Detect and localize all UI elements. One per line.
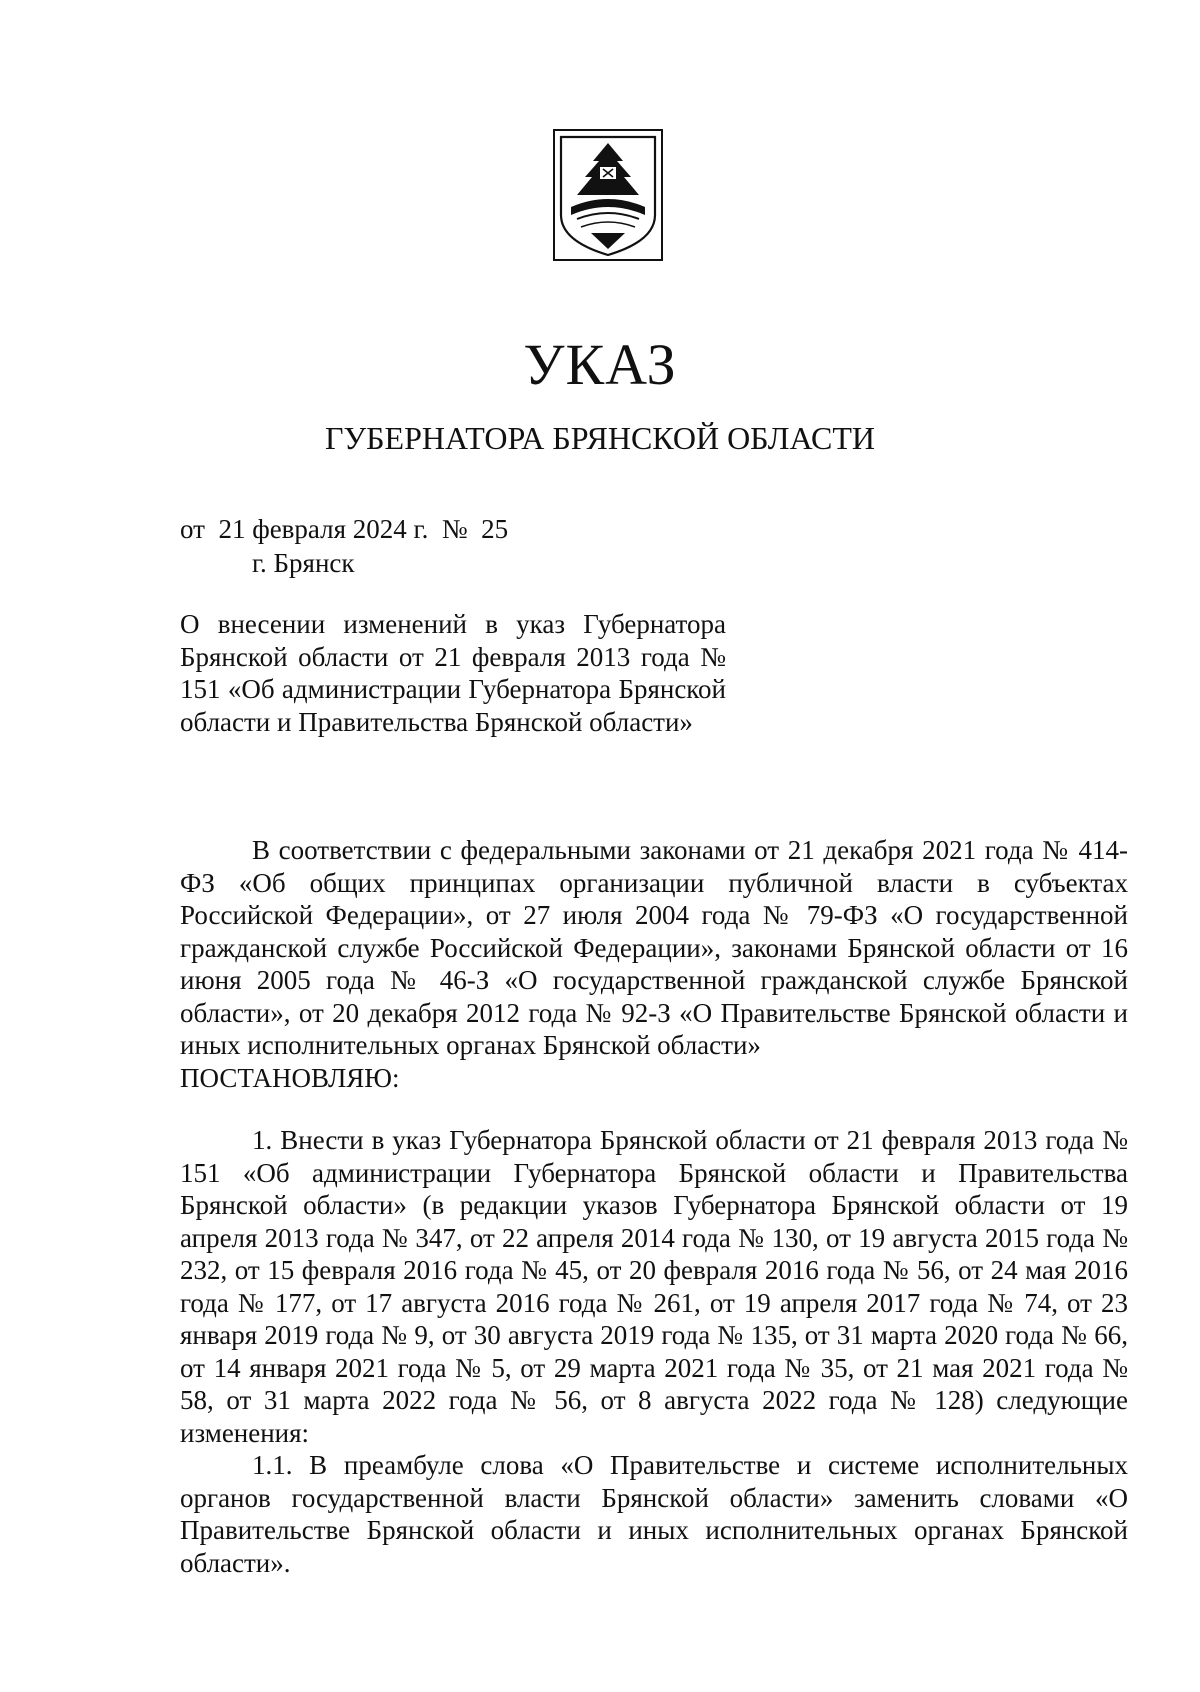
city-label: г. Брянск xyxy=(252,548,355,578)
date-and-number: от 21 февраля 2024 г. № 25 xyxy=(180,514,509,544)
document-body xyxy=(180,834,1128,1579)
decree-topic: О внесении изменений в указ Губернатора Брянской области от 21 февраля 2013 года № 151 «Об администрации Губернатора Брянской области и Правительства Брянской области» xyxy=(180,609,726,737)
bryansk-coat-of-arms-icon xyxy=(553,129,663,261)
preamble-paragraph: В соответствии с федеральными законами от 21 декабря 2021 года № 414-ФЗ «Об общих принципах организации публичной власти в субъектах Российской Федерации», от 27 июля 2004 года № 79-ФЗ «О государственной гражданской службе Российской Федерации», законами Брянской области от 16 июня 2005 года № 46-З «О государственной гражданской службе Брянской области», от 20 декабря 2012 года № 92-З «О Правительстве Брянской области и иных исполнительных органах Брянской области» xyxy=(180,835,1128,1060)
item-1-paragraph: 1. Внести в указ Губернатора Брянской области от 21 февраля 2013 года № 151 «Об администрации Губернатора Брянской области и Правительства Брянской области» (в редакции указов Губернатора Брянской области от 19 апреля 2013 года № 347, от 22 апреля 2014 года № 130, от 19 августа 2015 года № 232, от 15 февраля 2016 года № 45, от 20 февраля 2016 года № 56, от 24 мая 2016 года № 177, от 17 августа 2016 года № 261, от 19 апреля 2017 года № 74, от 23 января 2019 года № 9, от 30 августа 2019 года № 135, от 31 марта 2020 года № 66, от 14 января 2021 года № 5, от 29 марта 2021 года № 35, от 21 мая 2021 года № 58, от 31 марта 2022 года № 56, от 8 августа 2022 года № 128) следующие изменения: xyxy=(180,1125,1128,1448)
document-subtitle: ГУБЕРНАТОРА БРЯНСКОЙ ОБЛАСТИ xyxy=(325,420,875,456)
document-title: УКАЗ xyxy=(523,332,677,397)
decree-word: ПОСТАНОВЛЯЮ: xyxy=(180,1062,400,1093)
item-1-1-paragraph: 1.1. В преамбуле слова «О Правительстве и системе исполнительных органов государственной власти Брянской области» заменить словами «О Правительстве Брянской области и иных исполнительных органах Брянской области». xyxy=(180,1450,1128,1578)
